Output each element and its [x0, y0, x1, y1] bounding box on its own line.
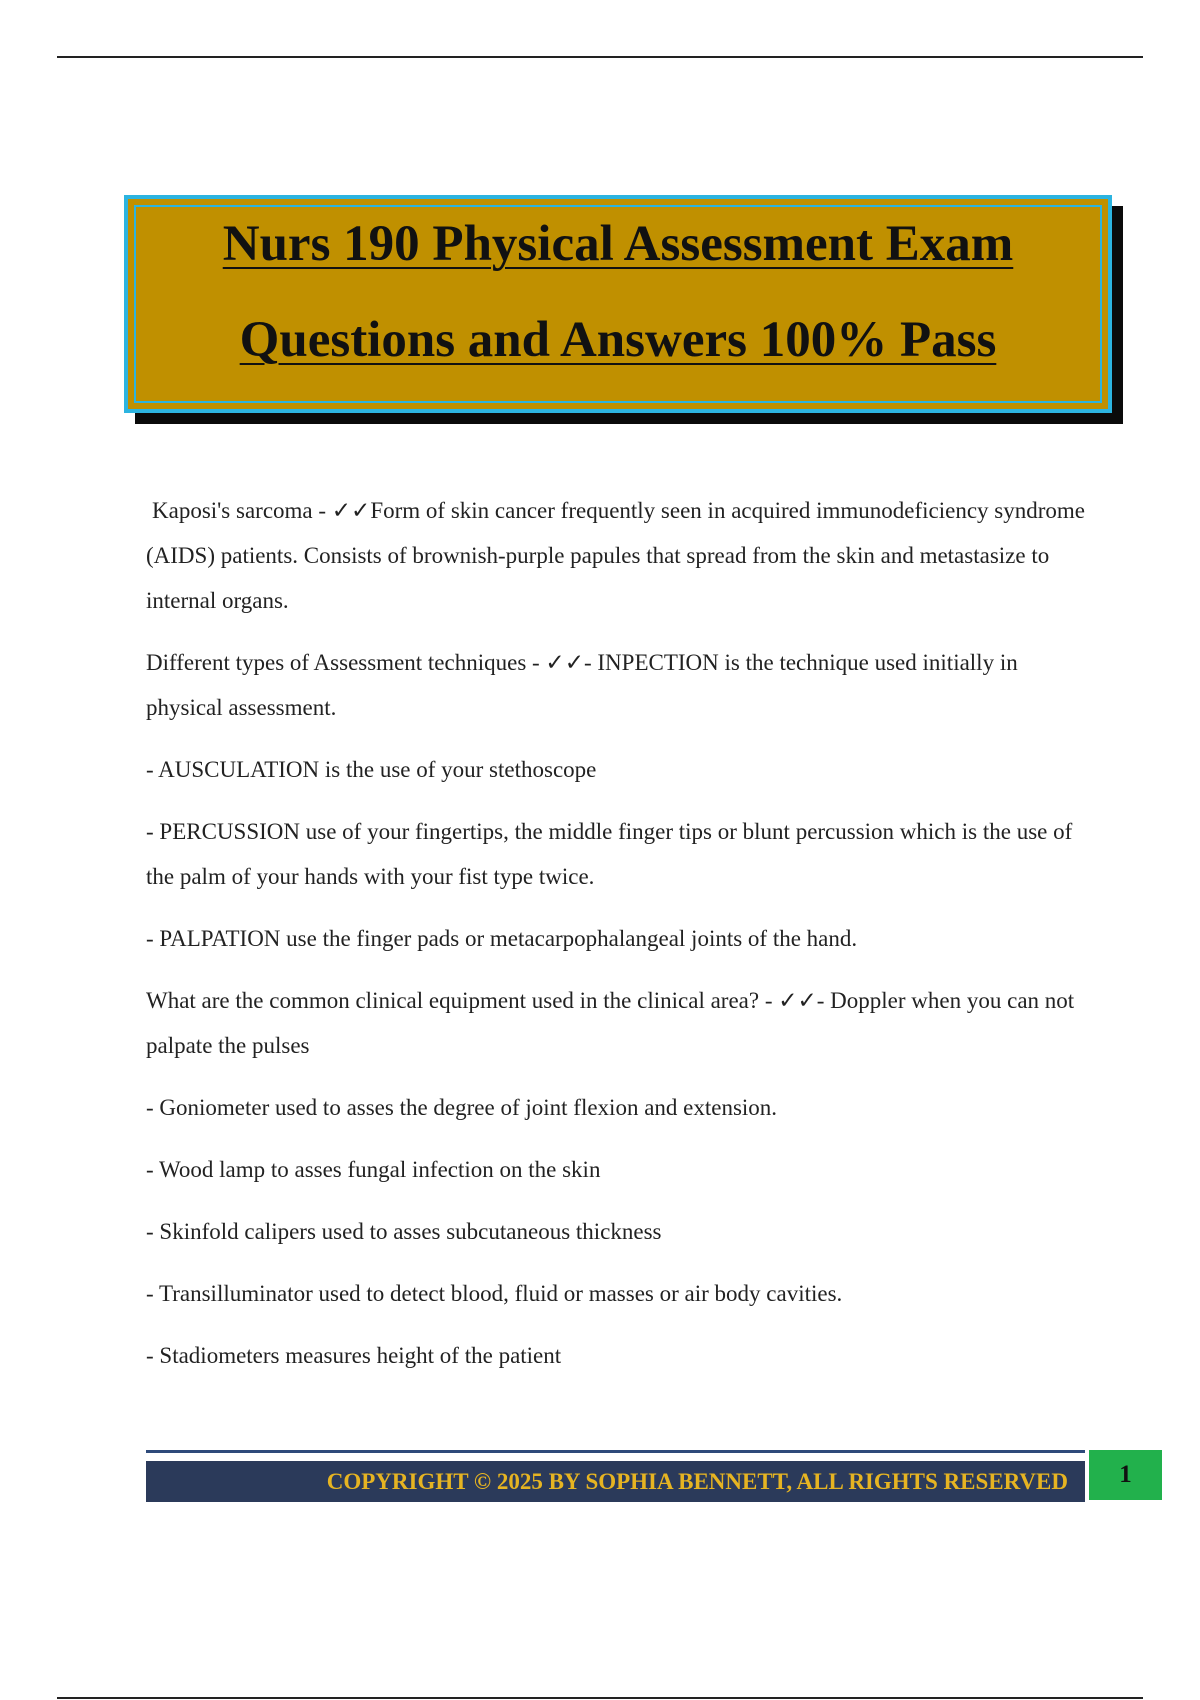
- paragraph-auscultation: - AUSCULATION is the use of your stethoscope: [146, 757, 597, 782]
- top-rule: [57, 56, 1143, 58]
- paragraph-assessment-techniques: Different types of Assessment techniques - ✓✓- INPECTION is the technique used initially in physical assessment.: [146, 650, 1018, 720]
- paragraph-percussion: - PERCUSSION use of your fingertips, the middle finger tips or blunt percussion which is the use of the palm of your hands with your fist type twice.: [146, 819, 1073, 889]
- title-line-1: Nurs 190 Physical Assessment Exam: [222, 216, 1014, 272]
- copyright-text: COPYRIGHT © 2025 BY SOPHIA BENNETT, ALL RIGHTS RESERVED: [326, 1469, 1068, 1494]
- bottom-rule: [57, 1697, 1143, 1699]
- paragraph-goniometer: - Goniometer used to asses the degree of joint flexion and extension.: [146, 1095, 778, 1120]
- footer-rule: [146, 1450, 1085, 1453]
- page-number-badge: [1089, 1450, 1162, 1500]
- paragraph-stadiometers: - Stadiometers measures height of the patient: [146, 1343, 562, 1368]
- footer-copyright-bar: [146, 1461, 1085, 1502]
- document-body: [146, 488, 1098, 1395]
- paragraph-transilluminator: - Transilluminator used to detect blood, fluid or masses or air body cavities.: [146, 1281, 843, 1306]
- paragraph-wood-lamp: - Wood lamp to asses fungal infection on the skin: [146, 1157, 601, 1182]
- title-line-2: Questions and Answers 100% Pass: [239, 312, 997, 368]
- paragraph-kaposi: Kaposi's sarcoma - ✓✓Form of skin cancer frequently seen in acquired immunodeficiency syndrome (AIDS) patients. Consists of brownish-purple papules that spread from the skin and metastasize to internal organs.: [146, 498, 1086, 613]
- title-banner: [124, 195, 1112, 413]
- paragraph-palpation: - PALPATION use the finger pads or metacarpophalangeal joints of the hand.: [146, 926, 858, 951]
- paragraph-clinical-equipment: What are the common clinical equipment used in the clinical area? - ✓✓- Doppler when you can not palpate the pulses: [146, 988, 1075, 1058]
- paragraph-skinfold-calipers: - Skinfold calipers used to asses subcutaneous thickness: [146, 1219, 662, 1244]
- page-number: 1: [1119, 1461, 1132, 1488]
